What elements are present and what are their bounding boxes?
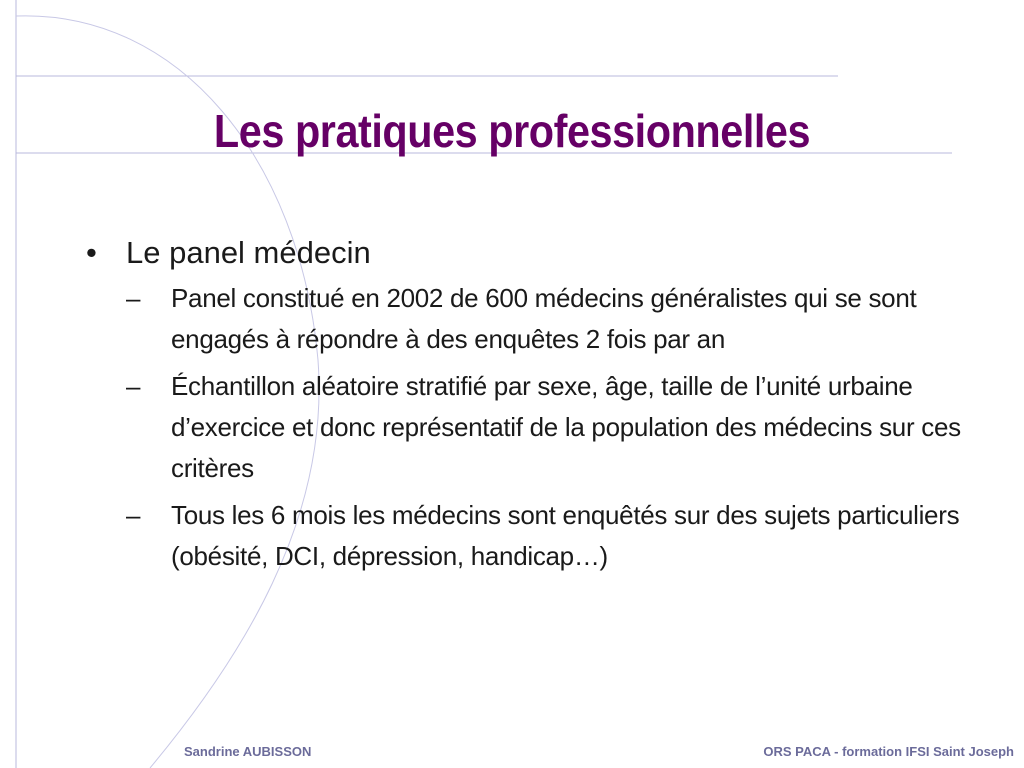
sub-bullet-text: Panel constitué en 2002 de 600 médecins généralistes qui se sont engagés à répondre à des enquêtes 2 fois par an bbox=[171, 283, 917, 354]
slide-title: Les pratiques professionnelles bbox=[213, 105, 811, 157]
sub-bullet-text: Échantillon aléatoire stratifié par sexe, âge, taille de l’unité urbaine d’exercice et donc représentatif de la population des médecins sur ces critères bbox=[171, 371, 961, 483]
dash-marker: – bbox=[126, 500, 141, 530]
footer-organization: ORS PACA - formation IFSI Saint Joseph bbox=[763, 744, 1014, 759]
footer-author: Sandrine AUBISSON bbox=[184, 744, 312, 759]
sub-bullet-item bbox=[126, 366, 966, 489]
dash-marker: – bbox=[126, 283, 141, 313]
bullet-text: Le panel médecin bbox=[126, 235, 371, 270]
sub-bullet-text: Tous les 6 mois les médecins sont enquêtés sur des sujets particuliers (obésité, DCI, dépression, handicap…) bbox=[171, 500, 960, 571]
dash-marker: – bbox=[126, 371, 141, 401]
bullet-list bbox=[86, 230, 966, 583]
sub-bullet-item bbox=[126, 278, 966, 360]
sub-bullet-item bbox=[126, 495, 966, 577]
bullet-marker: • bbox=[86, 235, 97, 270]
sub-bullet-list bbox=[126, 278, 966, 577]
bullet-item bbox=[86, 230, 966, 577]
